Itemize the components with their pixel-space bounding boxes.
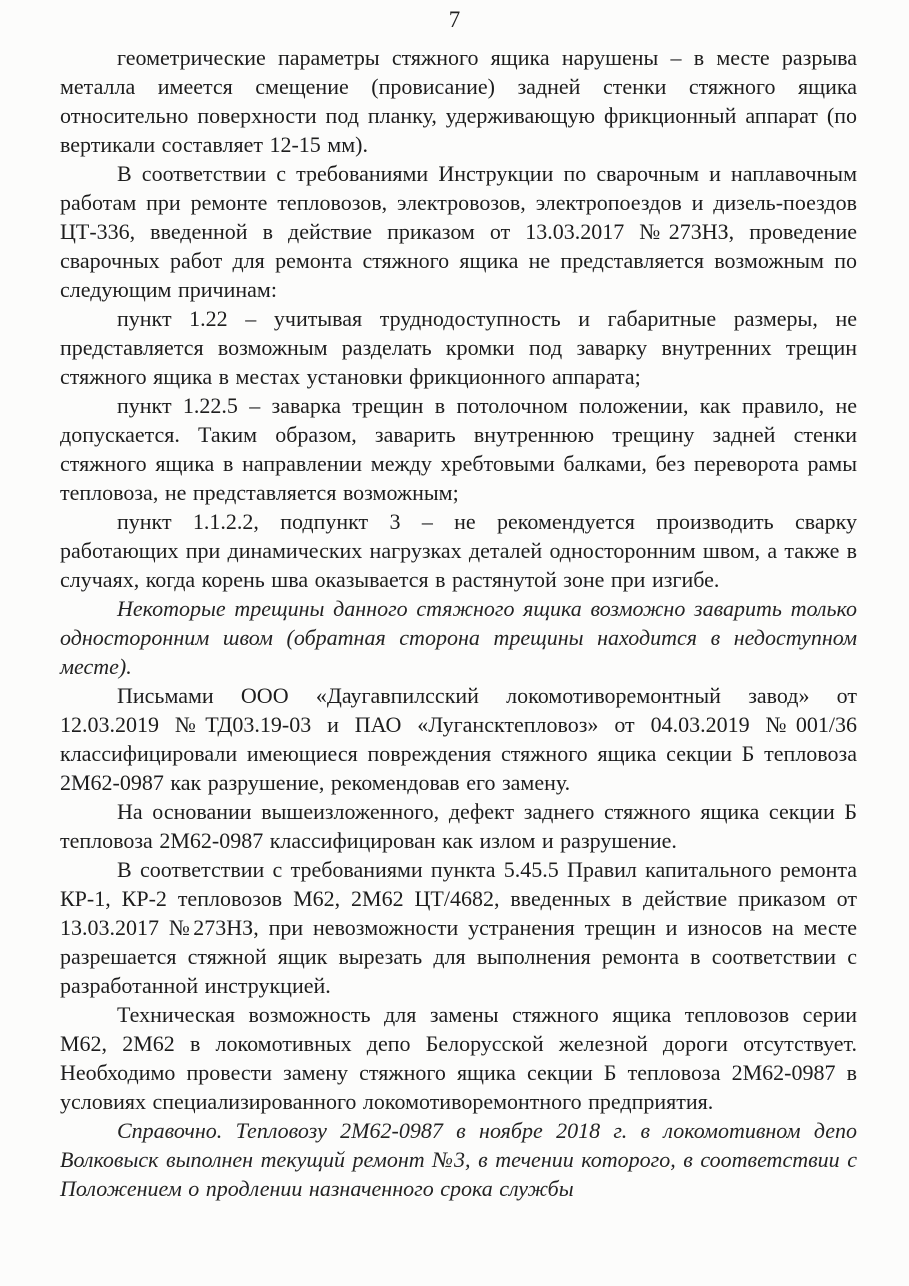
paragraph-replacement-necessity: Техническая возможность для замены стяжного ящика тепловозов серии М62, 2М62 в локомотивных депо Белорусской железной дороги отсутствует. Необходимо провести замену стяжного ящика секции Б тепловоза 2М62-0987 в условиях специализированного локомотиворемонтного предприятия. xyxy=(60,1002,857,1114)
page-number: 7 xyxy=(448,7,461,32)
paragraph-geometry-defect: геометрические параметры стяжного ящика нарушены – в месте разрыва металла имеется смещение (провисание) задней стенки стяжного ящика относительно поверхности под планку, удерживающую фрикционный аппарат (по вертикали составляет 12-15 мм). xyxy=(60,45,857,157)
paragraph-point-1-1-2-2: пункт 1.1.2.2, подпункт 3 – не рекомендуется производить сварку работающих при динамических нагрузках деталей односторонним швом, а также в случаях, когда корень шва оказывается в растянутой зоне при изгибе. xyxy=(60,509,857,592)
paragraph-letters-classification: Письмами ООО «Даугавпилсский локомотиворемонтный завод» от 12.03.2019 №ТД03.19-03 и ПАО «Лугансктепловоз» от 04.03.2019 №001/36 классифицировали имеющиеся повреждения стяжного ящика секции Б тепловоза 2М62-0987 как разрушение, рекомендовав его замену. xyxy=(60,683,857,795)
paragraph-reference-note-italic: Справочно. Тепловозу 2М62-0987 в ноябре 2018 г. в локомотивном депо Волковыск выполнен текущий ремонт №3, в течении которого, в соответствии с Положением о продлении назначенного срока службы xyxy=(60,1118,857,1201)
paragraph-rules-5-45-5: В соответствии с требованиями пункта 5.45.5 Правил капитального ремонта КР-1, КР-2 тепловозов М62, 2М62 ЦТ/4682, введенных в действие приказом от 13.03.2017 №273НЗ, при невозможности устранения трещин и износов на месте разрешается стяжной ящик вырезать для выполнения ремонта в соответствии с разработанной инструкцией. xyxy=(60,857,857,998)
paragraph-instruction-ct336: В соответствии с требованиями Инструкции по сварочным и наплавочным работам при ремонте тепловозов, электровозов, электропоездов и дизель-поездов ЦТ-336, введенной в действие приказом от 13.03.2017 №273НЗ, проведение сварочных работ для ремонта стяжного ящика не представляется возможным по следующим причинам: xyxy=(60,161,857,302)
paragraph-point-1-22: пункт 1.22 – учитывая труднодоступность и габаритные размеры, не представляется возможным разделать кромки под заварку внутренних трещин стяжного ящика в местах установки фрикционного аппарата; xyxy=(60,306,857,389)
paragraph-defect-conclusion: На основании вышеизложенного, дефект заднего стяжного ящика секции Б тепловоза 2М62-0987 классифицирован как излом и разрушение. xyxy=(60,799,857,853)
paragraph-point-1-22-5: пункт 1.22.5 – заварка трещин в потолочном положении, как правило, не допускается. Таким образом, заварить внутреннюю трещину задней стенки стяжного ящика в направлении между хребтовыми балками, без переворота рамы тепловоза, не представляется возможным; xyxy=(60,393,857,505)
document-body xyxy=(0,43,909,1203)
paragraph-note-cracks-italic: Некоторые трещины данного стяжного ящика возможно заварить только односторонним швом (обратная сторона трещины находится в недоступном месте). xyxy=(60,596,857,679)
